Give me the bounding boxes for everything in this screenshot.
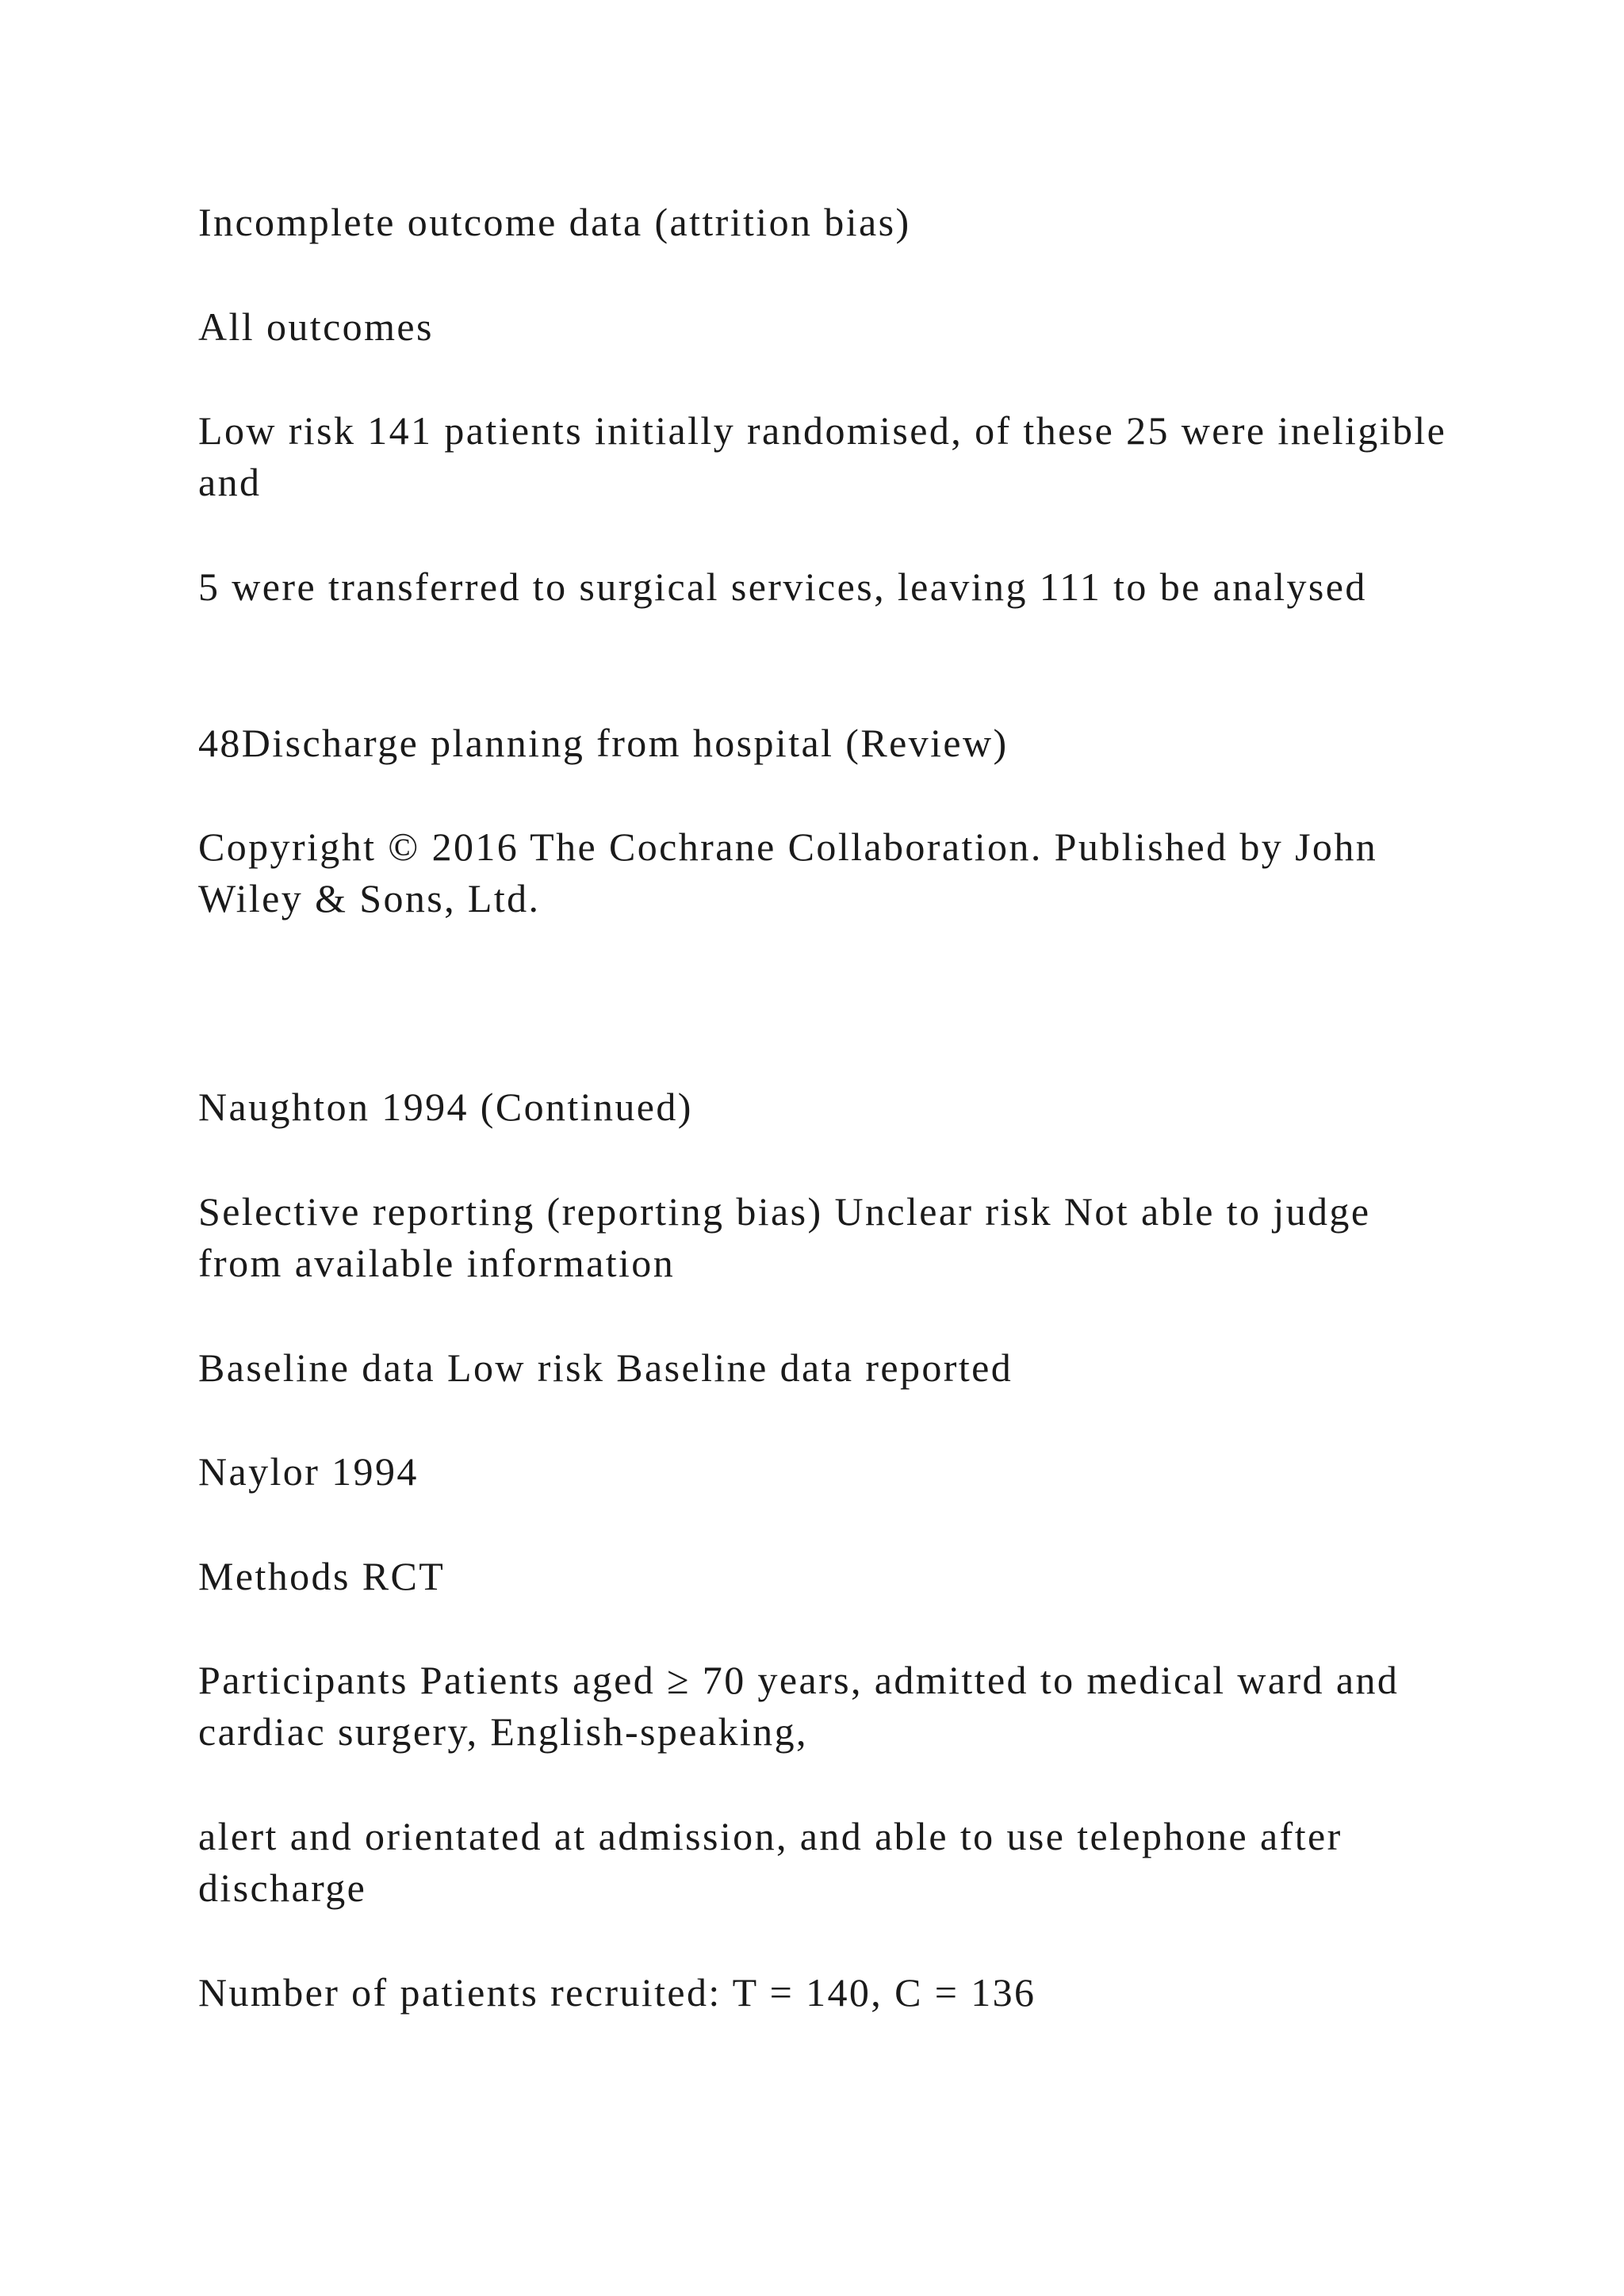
text-attrition-bias-heading: Incomplete outcome data (attrition bias) bbox=[198, 200, 911, 244]
text-baseline-data: Baseline data Low risk Baseline data reported bbox=[198, 1345, 1013, 1390]
text-all-outcomes: All outcomes bbox=[198, 304, 434, 349]
text-alert-orientated: alert and orientated at admission, and able to use telephone after discharge bbox=[198, 1814, 1342, 1910]
text-review-footer: 48Discharge planning from hospital (Review) bbox=[198, 721, 1009, 765]
text-transferred-analysed: 5 were transferred to surgical services, leaving 111 to be analysed bbox=[198, 564, 1367, 609]
text-naylor-heading: Naylor 1994 bbox=[198, 1449, 419, 1494]
text-patients-recruited: Number of patients recruited: T = 140, C = 136 bbox=[198, 1970, 1036, 2015]
text-copyright: Copyright © 2016 The Cochrane Collaboration. Published by John Wiley & Sons, Ltd. bbox=[198, 825, 1378, 920]
text-selective-reporting: Selective reporting (reporting bias) Unclear risk Not able to judge from available information bbox=[198, 1189, 1371, 1285]
text-methods: Methods RCT bbox=[198, 1554, 446, 1598]
text-low-risk-randomised: Low risk 141 patients initially randomised, of these 25 were ineligible and bbox=[198, 408, 1447, 504]
text-naughton-continued: Naughton 1994 (Continued) bbox=[198, 1085, 693, 1129]
text-participants: Participants Patients aged ≥ 70 years, admitted to medical ward and cardiac surgery, English-speaking, bbox=[198, 1658, 1400, 1754]
